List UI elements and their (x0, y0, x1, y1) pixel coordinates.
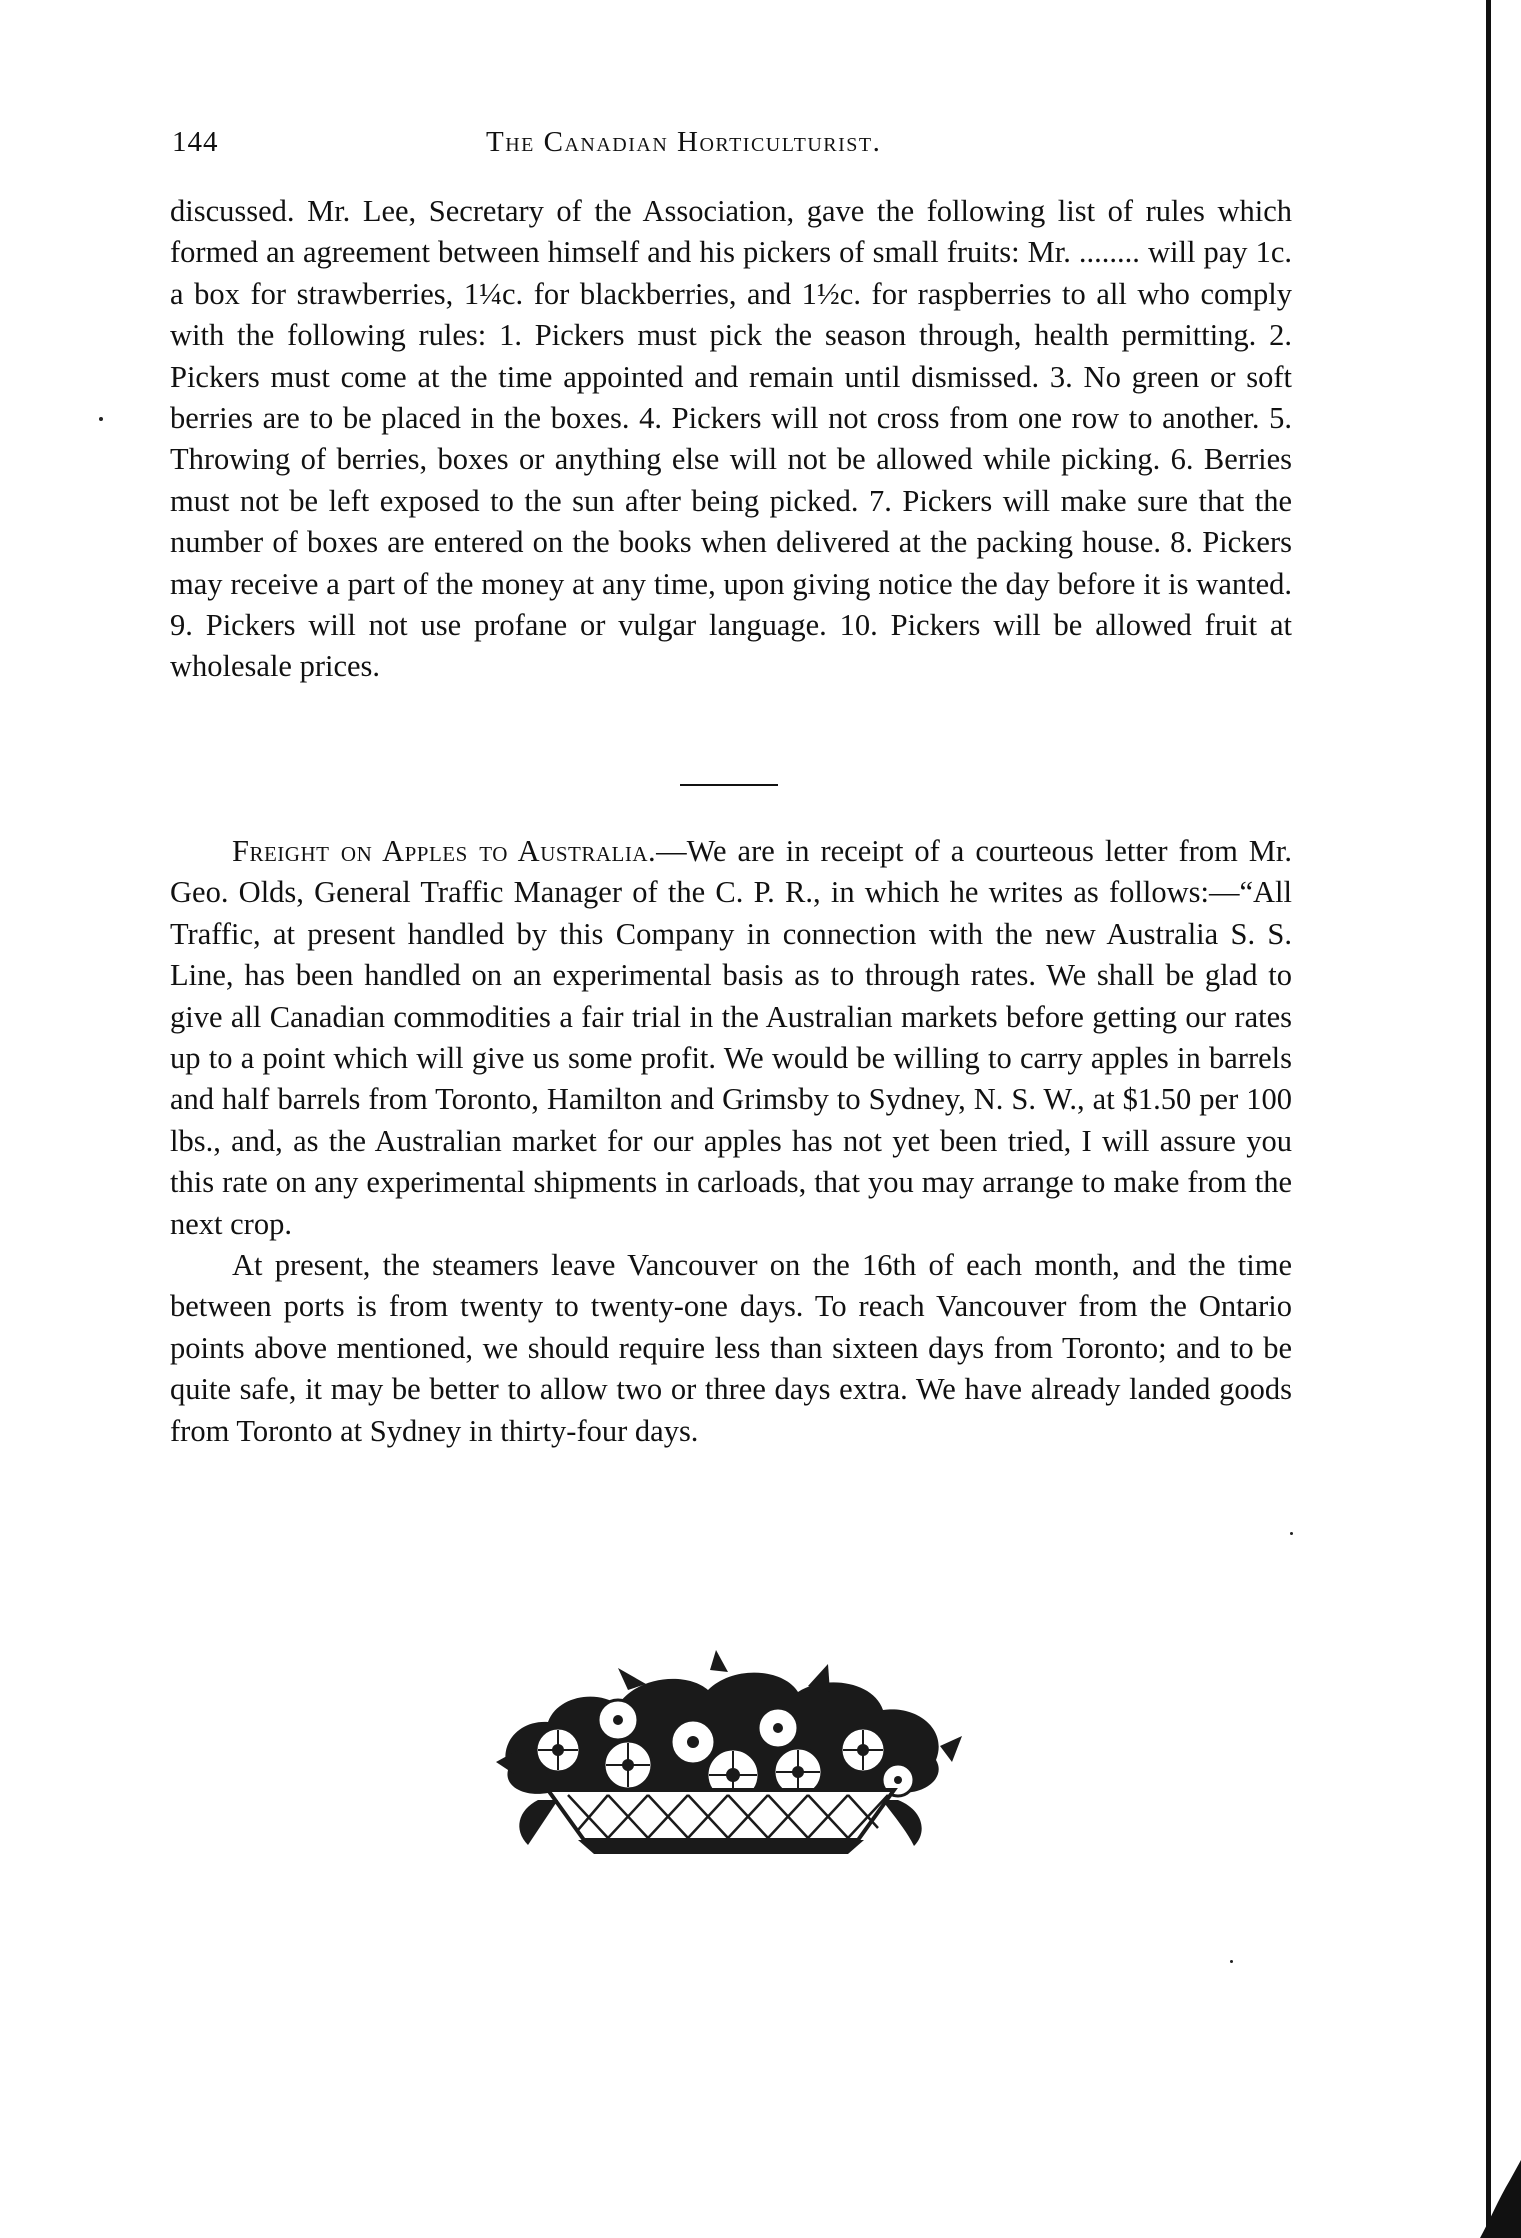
article-continuation (170, 191, 1292, 688)
page-header (172, 126, 1292, 166)
article-freight (170, 831, 1292, 1452)
scan-speck (99, 417, 103, 421)
paragraph-freight-text: —We are in receipt of a courteous letter from Mr. Geo. Olds, General Traffic Manager of the C. P. R., in which he writes as follows:—“All Traffic, at present handled by this Company in connection with the new Australia S. S. Line, has been handled on an experimental basis as to through rates. We shall be glad to give all Canadian commodities a fair trial in the Australian markets before getting our rates up to a point which will give us some profit. We would be willing to carry apples in barrels and half barrels from Toronto, Hamilton and Grimsby to Sydney, N. S. W., at $1.50 per 100 lbs., and, as the Australian market for our apples has not yet been tried, I will assure you this rate on any experimental shipments in carloads, that you may arrange to make from the next crop. (170, 834, 1293, 1241)
paragraph-steamers: At present, the steamers leave Vancouver on the 16th of each month, and the time between ports is from twenty to twenty-one days. To reach Vancouver from the Ontario points above mentioned, we should require less than sixteen days from Toronto; and to be quite safe, it may be better to allow two or three days extra. We have already landed goods from Toronto at Sydney in thirty-four days. (170, 1248, 1292, 1448)
running-title: The Canadian Horticulturist. (486, 126, 882, 158)
page-number: 144 (172, 126, 219, 158)
page-edge-border (1486, 0, 1491, 2238)
section-divider (680, 784, 778, 786)
paragraph-freight (170, 831, 1292, 1245)
paragraph-picker-rules: discussed. Mr. Lee, Secretary of the Association, gave the following list of rules which formed an agreement between himself and his pickers of small fruits: Mr. ........ will pay 1c. a box for strawberries, 1¼c. for blackberries, and 1½c. for raspberries to all who comply with the following rules: 1. Pickers must pick the season through, health permitting. 2. Pickers must come at the time appointed and remain until dismissed. 3. No green or soft berries are to be placed in the boxes. 4. Pickers will not cross from one row to another. 5. Throwing of berries, boxes or anything else will not be allowed while picking. 6. Berries must not be left exposed to the sun after being picked. 7. Pickers will make sure that the number of boxes are entered on the books when delivered at the packing house. 8. Pickers may receive a part of the money at any time, upon giving notice the day before it is wanted. 9. Pickers will not use profane or vulgar language. 10. Pickers will be allowed fruit at wholesale prices. (170, 194, 1292, 684)
scan-speck (1290, 1532, 1293, 1535)
scan-speck (1230, 1960, 1233, 1963)
section-heading: Freight on Apples to Australia. (232, 834, 657, 868)
flower-basket-icon (478, 1650, 964, 1860)
scan-corner-mark (1480, 2160, 1521, 2238)
